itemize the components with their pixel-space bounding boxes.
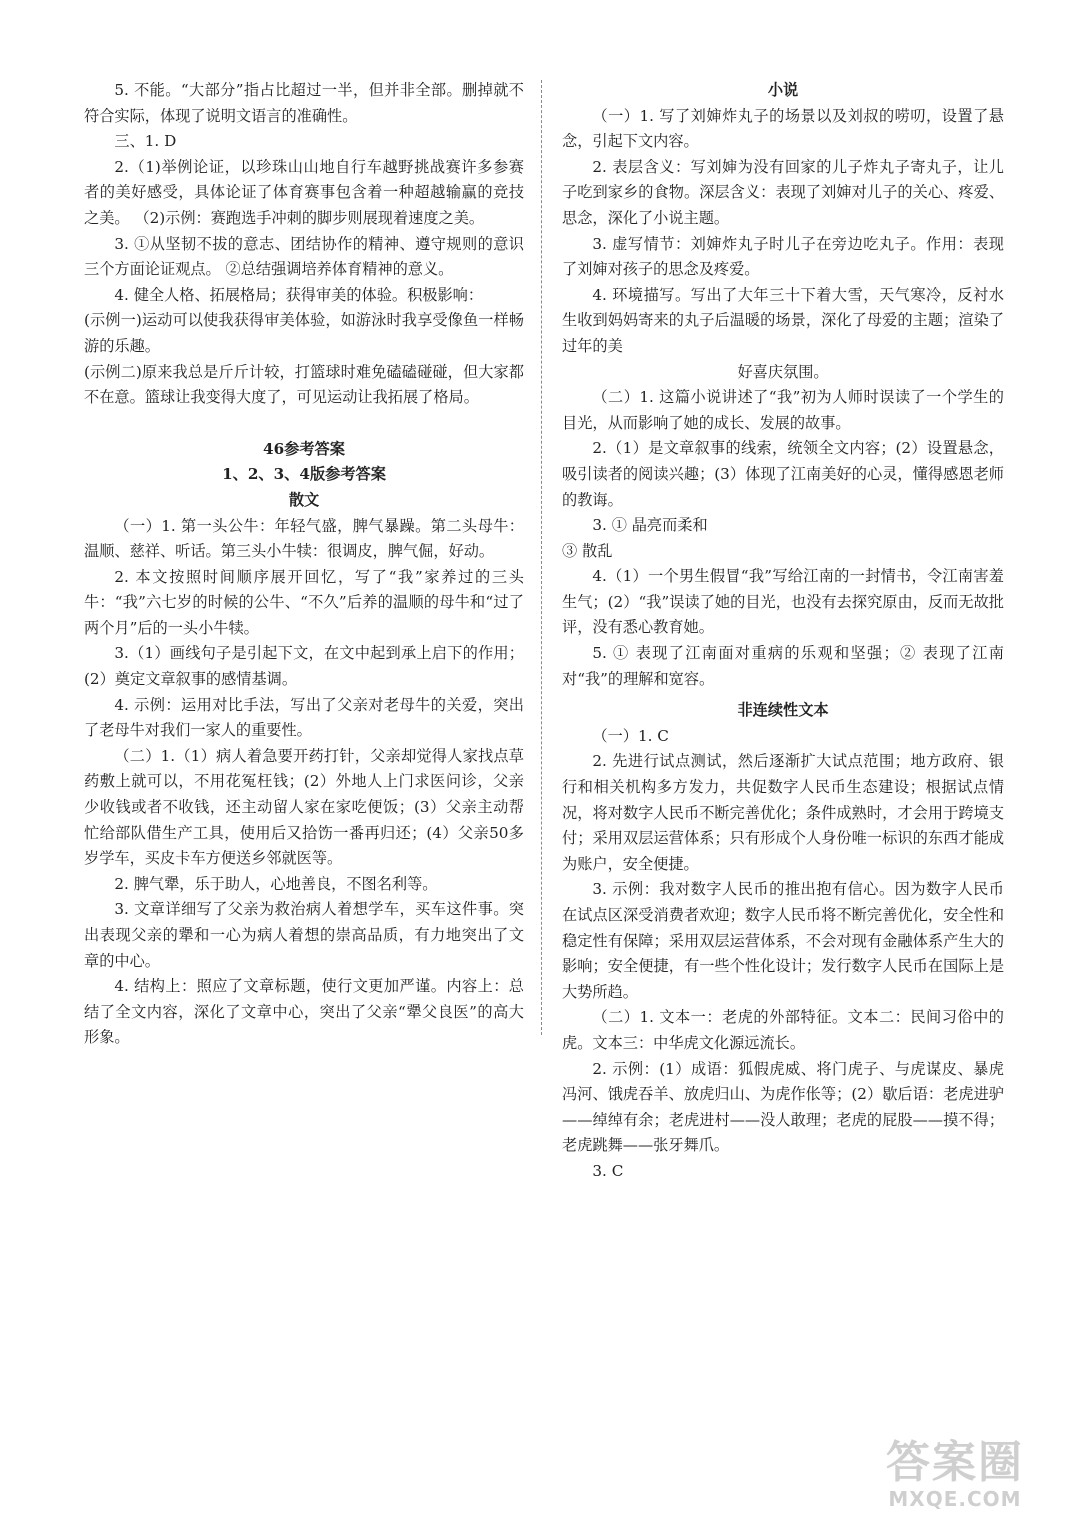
answer-paragraph: 4. 结构上：照应了文章标题，使行文更加严谨。内容上：总结了全文内容，深化了文章中心，突出了父亲“犟父良医”的高大形象。 bbox=[84, 977, 524, 1047]
answer-paragraph: 5. ① 表现了江南面对重病的乐观和坚强；② 表现了江南对“我”的理解和宽容。 bbox=[562, 644, 1004, 688]
novel-section-title: 小说 bbox=[767, 81, 799, 99]
answer-paragraph: 2.（1)举例论证，以珍珠山山地自行车越野挑战赛许多参赛者的美好感受，具体论证了体育赛事包含着一种超越输赢的竞技之美。 （2)示例：赛跑选手冲刺的脚步则展现着速度之美。 bbox=[84, 157, 524, 227]
answer-paragraph: （二）1. 文本一：老虎的外部特征。文本二：民间习俗中的虎。文本三：中华虎文化源远流长。 bbox=[562, 1008, 1004, 1052]
edition-subtitle: 1、2、3、4版参考答案 bbox=[222, 465, 386, 484]
answer-paragraph-continued: 好喜庆氛围。 bbox=[737, 362, 829, 381]
answer-paragraph: 3.（1）画线句子是引起下文，在文中起到承上启下的作用；(2）奠定文章叙事的感情基调。 bbox=[84, 644, 524, 689]
answer-paragraph: 2. 脾气犟，乐于助人，心地善良，不图名利等。 bbox=[114, 874, 438, 893]
answer-paragraph: （一）1. 写了刘婶炸丸子的场景以及刘叔的唠叨，设置了悬念，引起下文内容。 bbox=[562, 106, 1004, 151]
answer-paragraph: 3. 虚写情节：刘婶炸丸子时儿子在旁边吃丸子。作用：表现了刘婶对孩子的思念及疼爱。 bbox=[562, 234, 1004, 279]
answer-paragraph: 3. C bbox=[592, 1161, 624, 1180]
answer-paragraph: （二）1.（1）病人着急要开药打针，父亲却觉得人家找点草药敷上就可以，不用花冤枉钱；(2）外地人上门求医问诊，父亲少收钱或者不收钱，还主动留人家在家吃便饭；(3）父亲主动帮忙给部队借生产工具，使用后又拾饬一番再归还；(4）父亲50多岁学车，买皮卡车方便送乡邻就医等。 bbox=[84, 746, 524, 868]
answer-paragraph: 4. 健全人格、拓展格局；获得审美的体验。积极影响： bbox=[114, 285, 484, 304]
watermark-domain: MXQE.COM bbox=[888, 1487, 1022, 1511]
answer-paragraph: （一）1. C bbox=[592, 726, 669, 745]
answer-paragraph: 4. 示例：运用对比手法，写出了父亲对老母牛的关爱，突出了老母牛对我们一家人的重要性。 bbox=[84, 695, 524, 740]
answer-paragraph: 4. 环境描写。写出了大年三十下着大雪，天气寒冷，反衬水生收到妈妈寄来的丸子后温暖的场景，深化了母爱的主题；渲染了过年的美 bbox=[562, 285, 1004, 355]
example-paragraph: (示例一)运动可以使我获得审美体验，如游泳时我享受像鱼一样畅游的乐趣。 bbox=[84, 311, 524, 355]
right-column bbox=[562, 78, 1004, 1185]
site-watermark bbox=[860, 1439, 1050, 1519]
answer-paragraph: （一）1. 第一头公牛：年轻气盛，脾气暴躁。第二头母牛：温顺、慈祥、听话。第三头小牛犊：很调皮，脾气倔，好动。 bbox=[84, 516, 524, 561]
answer-paragraph: 2. 表层含义：写刘婶为没有回家的儿子炸丸子寄丸子，让儿子吃到家乡的食物。深层含义：表现了刘婶对儿子的关心、疼爱、思念，深化了小说主题。 bbox=[562, 157, 1004, 227]
non-continuous-text-section-title: 非连续性文本 bbox=[737, 701, 829, 720]
watermark-logo-text: 答案圈 bbox=[886, 1437, 1024, 1488]
answer-paragraph: 2. 先进行试点测试，然后逐渐扩大试点范围；地方政府、银行和相关机构多方发力，共促数字人民币生态建设；根据试点情况，将对数字人民币不断完善优化；条件成熟时，才会用于跨境支付；采用双层运营体系；只有形成个人身份唯一标识的东西才能成为账户，安全便捷。 bbox=[562, 752, 1004, 873]
answer-paragraph: 2.（1）是文章叙事的线索，统领全文内容；(2）设置悬念，吸引读者的阅读兴趣；(3）体现了江南美好的心灵，懂得感恩老师的教诲。 bbox=[562, 439, 1004, 509]
reference-answers-title: 46参考答案 bbox=[263, 439, 345, 458]
section-heading: 三、1. D bbox=[114, 132, 177, 151]
answer-paragraph: 3. 示例：我对数字人民币的推出抱有信心。因为数字人民币在试点区深受消费者欢迎；数字人民币将不断完善优化，安全性和稳定性有保障；采用双层运营体系，不会对现有金融体系产生大的影响；安全便捷，有一些个性化设计；发行数字人民币在国际上是大势所趋。 bbox=[562, 880, 1004, 1001]
answer-paragraph: 2. 本文按照时间顺序展开回忆，写了“我”家养过的三头牛：“我”六七岁的时候的公牛、“不久”后养的温顺的母牛和“过了两个月”后的一头小牛犊。 bbox=[84, 567, 524, 637]
answer-paragraph: 4.（1）一个男生假冒“我”写给江南的一封情书，令江南害羞生气；(2）“我”误读了她的目光，也没有去探究原由，反而无故批评，没有悉心教育她。 bbox=[562, 567, 1004, 637]
answer-paragraph: 5. 不能。“大部分”指占比超过一半，但并非全部。删掉就不符合实际，体现了说明文语言的准确性。 bbox=[84, 81, 524, 125]
answer-paragraph: 3. 文章详细写了父亲为救治病人着想学车，买车这件事。突出表现父亲的犟和一心为病人着想的崇高品质，有力地突出了文章的中心。 bbox=[84, 900, 524, 970]
answer-paragraph: （二）1. 这篇小说讲述了“我”初为人师时误读了一个学生的目光，从而影响了她的成长、发展的故事。 bbox=[562, 388, 1004, 432]
answer-paragraph: ③ 散乱 bbox=[562, 541, 613, 560]
left-column bbox=[84, 78, 524, 1051]
example-paragraph: (示例二)原来我总是斤斤计较，打篮球时难免磕磕碰碰，但大家都不在意。篮球让我变得大度了，可见运动让我拓展了格局。 bbox=[84, 362, 524, 407]
answer-paragraph: 3. ①从坚韧不拔的意志、团结协作的精神、遵守规则的意识三个方面论证观点。 ②总结强调培养体育精神的意义。 bbox=[84, 234, 524, 279]
column-divider bbox=[541, 80, 542, 1035]
prose-section-title: 散文 bbox=[288, 490, 320, 509]
answer-paragraph: 2. 示例：(1）成语：狐假虎威、将门虎子、与虎谋皮、暴虎冯河、饿虎吞羊、放虎归山、为虎作伥等；(2）歇后语：老虎进驴——绰绰有余；老虎进村——没人敢理；老虎的屁股——摸不得；老虎跳舞——张牙舞爪。 bbox=[562, 1059, 1004, 1155]
answer-paragraph: 3. ① 晶亮而柔和 bbox=[592, 516, 708, 535]
